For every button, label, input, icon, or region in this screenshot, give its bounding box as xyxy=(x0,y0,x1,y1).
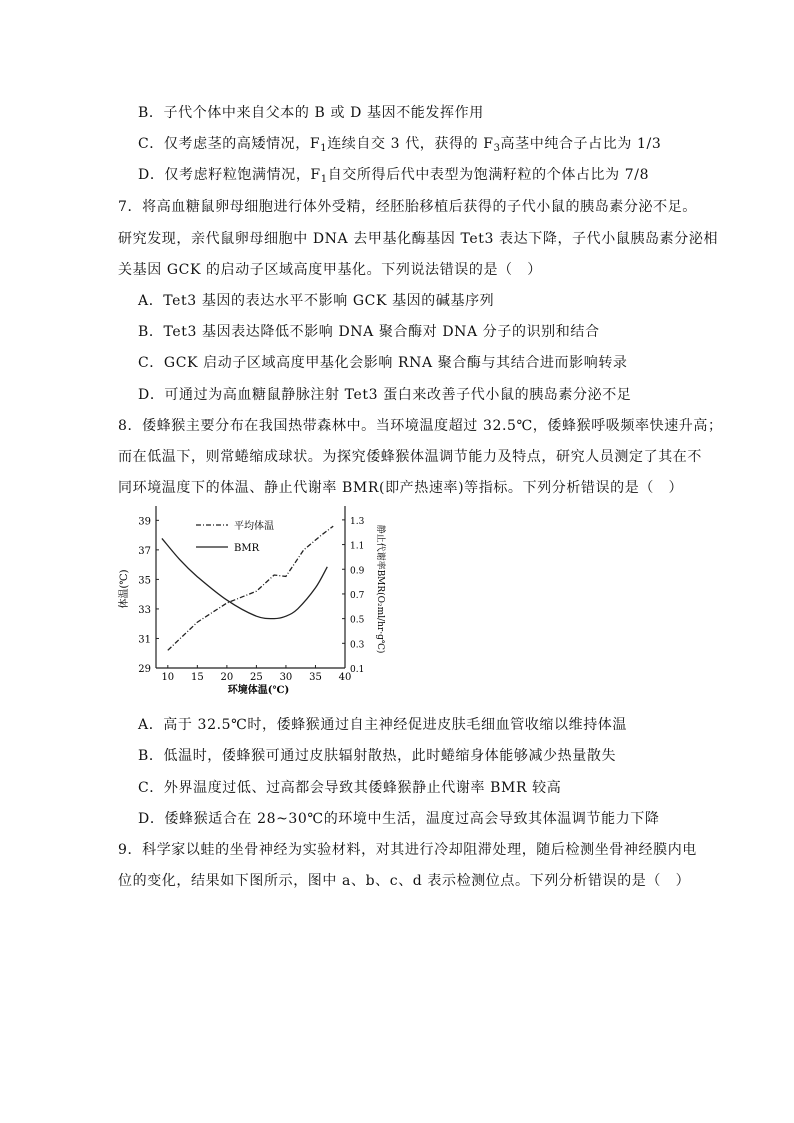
y2-tick-label: 0.5 xyxy=(350,615,365,626)
y2-tick-label: 0.7 xyxy=(350,590,365,601)
x-tick-label: 20 xyxy=(220,672,234,683)
q8-option-c: C．外界温度过低、过高都会导致其倭蜂猴静止代谢率 BMR 较高 xyxy=(138,780,562,796)
x-tick-label: 40 xyxy=(338,672,352,683)
q7-stem-line3: 关基因 GCK 的启动子区域高度甲基化。下列说法错误的是（ ） xyxy=(118,262,542,278)
q8-stem-line3: 同环境温度下的体温、静止代谢率 BMR(即产热速率)等指标。下列分析错误的是（ ） xyxy=(118,480,684,496)
legend-label: BMR xyxy=(234,543,260,554)
q9-stem-line2: 位的变化，结果如下图所示，图中 a、b、c、d 表示检测位点。下列分析错误的是（ ） xyxy=(118,873,691,889)
y2-tick-label: 1.1 xyxy=(350,541,365,552)
x-tick-label: 30 xyxy=(279,672,293,683)
q6-option-b: B．子代个体中来自父本的 B 或 D 基因不能发挥作用 xyxy=(138,105,484,121)
y-axis-label: 体温(℃) xyxy=(119,569,130,609)
q8-option-b: B．低温时，倭蜂猴可通过皮肤辐射散热，此时蜷缩身体能够减少热量散失 xyxy=(138,748,617,764)
q8-stem-line2: 而在低温下，则常蜷缩成球状。为探究倭蜂猴体温调节能力及特点，研究人员测定了其在不 xyxy=(118,449,702,465)
q9-stem-line1: 9．科学家以蛙的坐骨神经为实验材料，对其进行冷却阻滞处理，随后检测坐骨神经膜内电 xyxy=(118,842,697,858)
q6-option-c: C．仅考虑茎的高矮情况，$F_1$连续自交 3 代，获得的 $F_3$高茎中纯合子占比为 1/3 xyxy=(138,136,662,154)
y-tick-label: 29 xyxy=(138,664,151,675)
y-tick-label: 37 xyxy=(138,545,151,557)
q7-option-d: D．可通过为高血糖鼠静脉注射 Tet3 蛋白来改善子代小鼠的胰岛素分泌不足 xyxy=(138,387,632,403)
y-tick-label: 31 xyxy=(138,634,151,646)
y2-tick-label: 0.9 xyxy=(350,566,365,577)
y-tick-label: 39 xyxy=(138,516,151,528)
x-tick-label: 15 xyxy=(190,672,204,683)
q7-option-b: B．Tet3 基因表达降低不影响 DNA 聚合酶对 DNA 分子的识别和结合 xyxy=(138,324,600,340)
q6-option-d: D．仅考虑籽粒饱满情况，$F_1$自交所得后代中表型为饱满籽粒的个体占比为 7/8 xyxy=(138,167,650,185)
body-temp-bmr-chart xyxy=(118,500,388,700)
q7-stem-line2: 研究发现，亲代鼠卵母细胞中 DNA 去甲基化酶基因 Tet3 表达下降，子代小鼠胰岛素分泌相 xyxy=(118,231,719,247)
x-axis-label: 环境体温(℃) xyxy=(227,685,290,696)
q8-option-d: D．倭蜂猴适合在 28~30℃的环境中生活，温度过高会导致其体温调节能力下降 xyxy=(138,811,660,827)
y2-tick-label: 0.1 xyxy=(350,665,365,675)
y2-tick-label: 0.3 xyxy=(350,640,365,651)
q8-stem-line1: 8．倭蜂猴主要分布在我国热带森林中。当环境温度超过 32.5℃，倭蜂猴呼吸频率快速升高； xyxy=(118,418,723,434)
y-tick-label: 33 xyxy=(138,604,151,616)
q7-option-a: A．Tet3 基因的表达水平不影响 GCK 基因的碱基序列 xyxy=(138,293,495,309)
y2-axis-label: 静止代谢率BMR(O₂ml/hr·g℃) xyxy=(375,524,385,654)
x-tick-label: 35 xyxy=(309,672,322,683)
q7-stem-line1: 7．将高血糖鼠卵母细胞进行体外受精，经胚胎移植后获得的子代小鼠的胰岛素分泌不足。 xyxy=(118,199,697,215)
y2-tick-label: 1.3 xyxy=(350,516,365,527)
q8-option-a: A．高于 32.5℃时，倭蜂猴通过自主神经促进皮肤毛细血管收缩以维持体温 xyxy=(138,717,627,733)
x-tick-label: 25 xyxy=(250,672,263,683)
q7-option-c: C．GCK 启动子区域高度甲基化会影响 RNA 聚合酶与其结合进而影响转录 xyxy=(138,355,628,371)
y-tick-label: 35 xyxy=(138,575,151,587)
legend-label: 平均体温 xyxy=(234,521,274,532)
x-tick-label: 10 xyxy=(161,672,175,683)
